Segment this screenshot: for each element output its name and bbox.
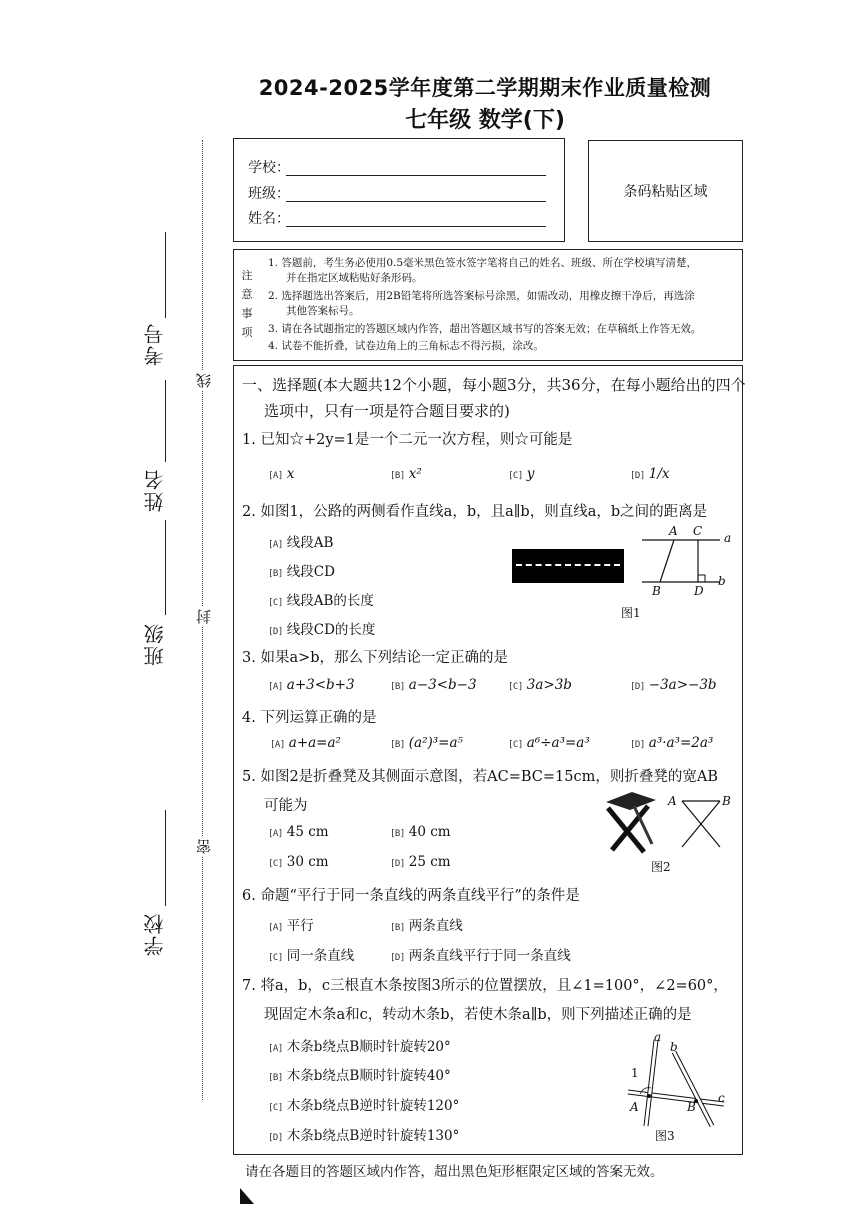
school-label: 学校： <box>248 160 290 176</box>
q2-option-c[interactable]: [C] 线段AB的长度 <box>268 593 374 609</box>
notice-item-2-cont: 其他答案标号。 <box>286 305 360 317</box>
q7-stem: 7. 将a，b，c三根直木条按图3所示的位置摆放，且∠1=100°，∠2=60°， <box>242 978 728 994</box>
notice-box <box>233 249 743 361</box>
q7-stem-cont: 现固定木条a和c，转动木条b，若使木条a∥b，则下列描述正确的是 <box>264 1007 692 1023</box>
fig3-label-B: B <box>687 1100 696 1114</box>
side-class-label: 班级 <box>143 622 167 666</box>
fig3-label-a: a <box>654 1030 662 1044</box>
q3-option-c[interactable]: [C] 3a>3b <box>508 677 572 693</box>
fig3-label-A: A <box>630 1100 639 1114</box>
q1-option-b[interactable]: [B] x² <box>390 466 422 482</box>
q6-option-d[interactable]: [D] 两条直线平行于同一条直线 <box>390 948 571 964</box>
q5-stem-cont: 可能为 <box>264 798 308 814</box>
q6-option-a[interactable]: [A] 平行 <box>268 918 314 934</box>
seal-line-char: 线 <box>193 370 214 391</box>
q5-option-c[interactable]: [C] 30 cm <box>268 854 329 870</box>
section-heading-cont: 选项中，只有一项是符合题目要求的) <box>264 402 510 420</box>
q2-stem: 2. 如图1，公路的两侧看作直线a，b，且a∥b，则直线a，b之间的距离是 <box>242 504 708 520</box>
q4-stem: 4. 下列运算正确的是 <box>242 710 377 726</box>
footer-note: 请在各题目的答题区域内作答，超出黑色矩形框限定区域的答案无效。 <box>245 1164 664 1180</box>
q7-option-a[interactable]: [A] 木条b绕点B顺时针旋转20° <box>268 1039 451 1055</box>
side-exam-no-label: 考号 <box>143 322 167 366</box>
q1-stem: 1. 已知☆+2y=1是一个二元一次方程，则☆可能是 <box>242 432 573 448</box>
figure-2 <box>678 795 728 851</box>
right-angle-mark <box>698 575 705 582</box>
side-name-line <box>165 380 166 462</box>
fig1-label-A: A <box>669 524 678 538</box>
fig2-caption: 图2 <box>651 860 671 874</box>
name-label: 姓名： <box>248 211 290 227</box>
notice-item-1: 1. 答题前，考生务必使用0.5毫米黑色签水签字笔将自己的姓名、班级、所在学校填写清楚， <box>268 257 698 269</box>
fig1-label-C: C <box>693 524 703 538</box>
q2-option-a[interactable]: [A] 线段AB <box>268 535 334 551</box>
q2-option-d[interactable]: [D] 线段CD的长度 <box>268 622 376 638</box>
exam-subtitle: 七年级 数学(下) <box>405 108 565 133</box>
q4-option-d[interactable]: [D] a³·a³=2a³ <box>630 735 714 751</box>
q1-option-c[interactable]: [C] y <box>508 466 535 482</box>
notice-label: 注 意 事 项 <box>241 269 253 339</box>
q7-option-b[interactable]: [B] 木条b绕点B顺时针旋转40° <box>268 1068 451 1084</box>
fig1-label-B: B <box>652 584 661 598</box>
fig2-label-B: B <box>722 794 731 808</box>
section-heading: 一、选择题(本大题共12个小题，每小题3分，共36分，在每小题给出的四个 <box>242 376 746 394</box>
q1-option-a[interactable]: [A] x <box>268 466 295 482</box>
fig2-label-A: A <box>668 794 677 808</box>
name-field[interactable] <box>286 210 546 227</box>
q5-stem: 5. 如图2是折叠凳及其侧面示意图，若AC=BC=15cm，则折叠凳的宽AB <box>242 769 718 785</box>
q4-option-c[interactable]: [C] a⁶÷a³=a³ <box>508 735 590 751</box>
seal-secret-char: 密 <box>193 836 214 857</box>
road-image <box>512 549 624 583</box>
notice-item-2: 2. 选择题选出答案后，用2B铅笔将所选答案标号涂黑，如需改动，用橡皮擦干净后，再选涂 <box>268 290 695 302</box>
fig3-label-c: c <box>718 1091 725 1105</box>
fig1-caption: 图1 <box>621 606 641 620</box>
side-school-line <box>165 810 166 906</box>
barcode-label: 条码粘贴区域 <box>623 184 708 200</box>
side-school-label: 学校 <box>143 912 167 956</box>
fig1-label-b: b <box>718 574 726 588</box>
exam-title: 2024-2025学年度第二学期期末作业质量检测 <box>258 76 712 100</box>
q4-option-b[interactable]: [B] (a²)³=a⁵ <box>390 735 463 751</box>
q2-option-b[interactable]: [B] 线段CD <box>268 564 335 580</box>
notice-item-1-cont: 并在指定区域粘贴好条形码。 <box>286 272 423 284</box>
q3-stem: 3. 如果a>b，那么下列结论一定正确的是 <box>242 650 509 666</box>
q7-option-c[interactable]: [C] 木条b绕点B逆时针旋转120° <box>268 1098 460 1114</box>
side-class-line <box>165 520 166 615</box>
q5-option-d[interactable]: [D] 25 cm <box>390 854 451 870</box>
q4-option-a[interactable]: [A] a+a=a² <box>270 735 341 751</box>
fig3-label-b: b <box>670 1040 678 1054</box>
barcode-area <box>588 140 743 242</box>
segment-ab <box>660 540 674 582</box>
fig3-caption: 图3 <box>655 1129 675 1143</box>
q6-option-b[interactable]: [B] 两条直线 <box>390 918 463 934</box>
school-field[interactable] <box>286 159 546 176</box>
q6-stem: 6. 命题“平行于同一条直线的两条直线平行”的条件是 <box>242 888 580 904</box>
q6-option-c[interactable]: [C] 同一条直线 <box>268 948 355 964</box>
fig1-label-D: D <box>694 584 704 598</box>
q3-option-d[interactable]: [D] −3a>−3b <box>630 677 717 693</box>
class-field[interactable] <box>286 185 546 202</box>
notice-item-3: 3. 请在各试题指定的答题区域内作答，超出答题区域书写的答案无效；在草稿纸上作答无效。 <box>268 323 702 335</box>
q5-option-a[interactable]: [A] 45 cm <box>268 824 329 840</box>
notice-item-4: 4. 试卷不能折叠，试卷边角上的三角标志不得污损，涂改。 <box>268 340 544 352</box>
q1-option-d[interactable]: [D] 1/x <box>630 466 670 482</box>
seal-seal-char: 封 <box>193 606 214 627</box>
q7-option-d[interactable]: [D] 木条b绕点B逆时针旋转130° <box>268 1128 460 1144</box>
corner-triangle-mark <box>238 1186 256 1206</box>
q3-option-a[interactable]: [A] a+3<b+3 <box>268 677 355 693</box>
fig1-label-a: a <box>724 531 732 545</box>
fig3-label-1: 1 <box>631 1066 639 1080</box>
q5-option-b[interactable]: [B] 40 cm <box>390 824 451 840</box>
class-label: 班级： <box>248 186 290 202</box>
student-info-box <box>233 138 565 242</box>
side-name-label: 姓名 <box>143 468 167 512</box>
folding-stool-image <box>598 788 660 858</box>
q3-option-b[interactable]: [B] a−3<b−3 <box>390 677 477 693</box>
side-exam-no-line <box>165 232 166 318</box>
